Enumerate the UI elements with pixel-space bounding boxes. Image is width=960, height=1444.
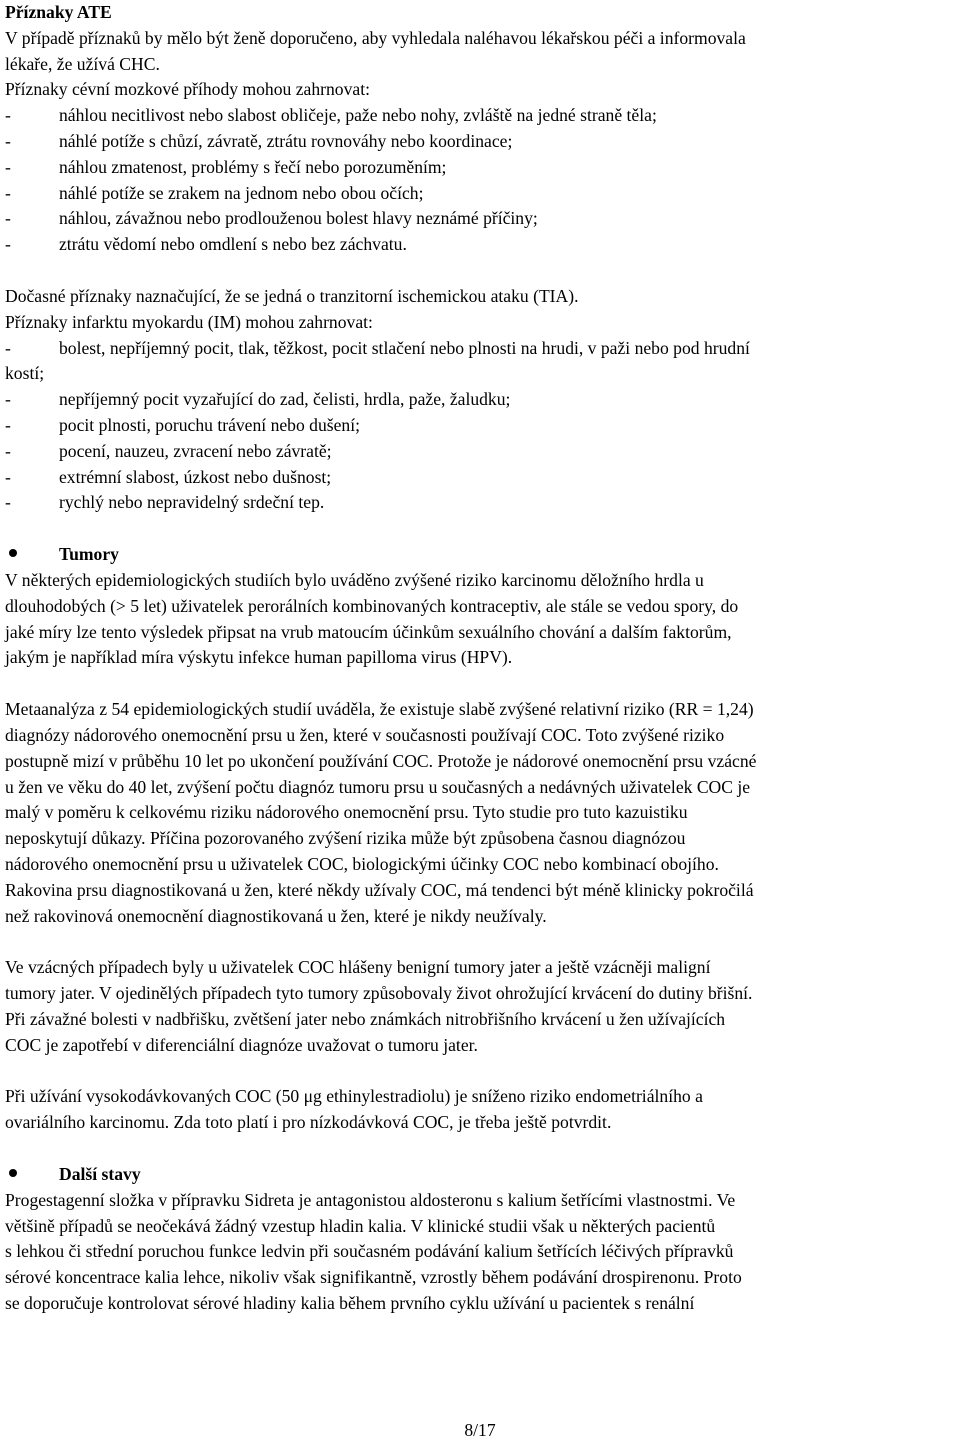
list-item — [5, 155, 955, 181]
bullet-icon — [9, 549, 17, 557]
list-item-continuation: kostí; — [5, 363, 45, 384]
list-item-text: náhlou zmatenost, problémy s řečí nebo porozuměním; — [59, 156, 447, 177]
paragraph-line: V případě příznaků by mělo být ženě doporučeno, aby vyhledala naléhavou lékařskou péči a informovala — [5, 27, 746, 48]
paragraph-line: než rakovinová onemocnění diagnostikovaná u žen, které je nikdy neužívaly. — [5, 905, 547, 926]
list-item-text: extrémní slabost, úzkost nebo dušnost; — [59, 466, 332, 487]
paragraph-line: malý v poměru k celkovému riziku nádorového onemocnění prsu. Tyto studie pro tuto kazuistiku — [5, 802, 688, 823]
list-item — [5, 387, 955, 413]
paragraph-line: sérové koncentrace kalia lehce, nikoliv však signifikantně, vzrostly během podávání drospirenonu. Proto — [5, 1267, 742, 1288]
list-dash: - — [5, 105, 11, 126]
list-item-text: náhlé potíže se zrakem na jednom nebo obou očích; — [59, 182, 424, 203]
list-item — [5, 465, 955, 491]
paragraph-line: diagnózy nádorového onemocnění prsu u žen, které v současnosti používají COC. Toto zvýšené riziko — [5, 724, 725, 745]
paragraph-line: většině případů se neočekává žádný vzestup hladin kalia. V klinické studii však u některých pacientů — [5, 1215, 716, 1236]
list-item-text: rychlý nebo nepravidelný srdeční tep. — [59, 492, 325, 513]
list-item — [5, 181, 955, 207]
list-dash: - — [5, 130, 11, 151]
paragraph-line: nádorového onemocnění prsu u uživatelek COC, biologickými účinky COC nebo kombinací obojího. — [5, 853, 719, 874]
paragraph-line: jakým je například míra výskytu infekce human papilloma virus (HPV). — [5, 647, 513, 668]
paragraph-line: postupně mizí v průběhu 10 let po ukončení používání COC. Protože je nádorové onemocnění prsu vzácné — [5, 750, 757, 771]
list-dash: - — [5, 337, 11, 358]
list-item — [5, 490, 955, 516]
list-dash: - — [5, 466, 11, 487]
list-item-text: nepříjemný pocit vyzařující do zad, čelisti, hrdla, paže, žaludku; — [59, 389, 511, 410]
section-heading-dalsi-stavy — [5, 1162, 955, 1188]
paragraph-line: Progestagenní složka v přípravku Sidreta je antagonistou aldosteronu s kalium šetřícími vlastnostmi. Ve — [5, 1189, 736, 1210]
paragraph-line: jaké míry lze tento výsledek připsat na vrub matoucím účinkům sexuálního chování a dalším faktorům, — [5, 621, 732, 642]
list-dash: - — [5, 389, 11, 410]
document-page — [5, 0, 955, 1317]
paragraph-line: Rakovina prsu diagnostikovaná u žen, které někdy užívaly COC, má tendenci být méně klinicky pokročilá — [5, 879, 754, 900]
section-heading-ate: Příznaky ATE — [5, 2, 112, 22]
paragraph-line: tumory jater. V ojedinělých případech tyto tumory způsobovaly život ohrožující krvácení do dutiny břišní. — [5, 983, 753, 1004]
paragraph-line: Příznaky infarktu myokardu (IM) mohou zahrnovat: — [5, 311, 373, 332]
list-dash: - — [5, 156, 11, 177]
bullet-icon — [9, 1169, 17, 1177]
section-heading-text: Tumory — [59, 544, 119, 565]
list-item-text: bolest, nepříjemný pocit, tlak, těžkost, pocit stlačení nebo plnosti na hrudi, v paži nebo pod hrudní — [59, 337, 750, 358]
paragraph-line: s lehkou či střední poruchou funkce ledvin při současném podávání kalium šetřících léčivých přípravků — [5, 1241, 734, 1262]
tia-note: Dočasné příznaky naznačující, že se jedná o tranzitorní ischemickou ataku (TIA). — [5, 285, 579, 306]
list-item — [5, 129, 955, 155]
list-dash: - — [5, 182, 11, 203]
paragraph-line: Při závažné bolesti v nadbřišku, zvětšení jater nebo známkách nitrobřišního krvácení u žen užívajících — [5, 1008, 726, 1029]
list-item — [5, 336, 955, 362]
list-item — [5, 413, 955, 439]
paragraph-line: se doporučuje kontrolovat sérové hladiny kalia během prvního cyklu užívání u pacientek s renální — [5, 1293, 695, 1314]
spacer — [5, 1136, 955, 1162]
section-heading-tumory — [5, 542, 955, 568]
list-dash: - — [5, 440, 11, 461]
spacer — [5, 1058, 955, 1084]
list-dash: - — [5, 208, 11, 229]
paragraph-line: Ve vzácných případech byly u uživatelek COC hlášeny benigní tumory jater a ještě vzácněji maligní — [5, 957, 711, 978]
list-item-text: náhlé potíže s chůzí, závratě, ztrátu rovnováhy nebo koordinace; — [59, 130, 513, 151]
list-item — [5, 206, 955, 232]
spacer — [5, 671, 955, 697]
paragraph-line: V některých epidemiologických studiích bylo uváděno zvýšené riziko karcinomu děložního hrdla u — [5, 569, 704, 590]
list-item-text: ztrátu vědomí nebo omdlení s nebo bez záchvatu. — [59, 234, 407, 255]
list-item — [5, 232, 955, 258]
section-heading-text: Další stavy — [59, 1164, 141, 1185]
paragraph-line: Při užívání vysokodávkovaných COC (50 μg ethinylestradiolu) je sníženo riziko endometriálního a — [5, 1086, 703, 1107]
paragraph-line: dlouhodobých (> 5 let) uživatelek perorálních kombinovaných kontraceptiv, ale stále se vedou spory, do — [5, 595, 739, 616]
list-dash: - — [5, 234, 11, 255]
list-item-text: náhlou, závažnou nebo prodlouženou bolest hlavy neznámé příčiny; — [59, 208, 538, 229]
spacer — [5, 258, 955, 284]
paragraph-line: Příznaky cévní mozkové příhody mohou zahrnovat: — [5, 79, 370, 100]
list-item — [5, 103, 955, 129]
list-item-text: pocit plnosti, poruchu trávení nebo dušení; — [59, 414, 360, 435]
list-dash: - — [5, 414, 11, 435]
list-item-text: pocení, nauzeu, zvracení nebo závratě; — [59, 440, 332, 461]
paragraph-line: ovariálního karcinomu. Zda toto platí i pro nízkodávková COC, je třeba ještě potvrdit. — [5, 1112, 612, 1133]
paragraph-line: lékaře, že užívá CHC. — [5, 53, 160, 74]
paragraph-line: COC je zapotřebí v diferenciální diagnóze uvažovat o tumoru jater. — [5, 1034, 478, 1055]
list-dash: - — [5, 492, 11, 513]
list-item-text: náhlou necitlivost nebo slabost obličeje, paže nebo nohy, zvláště na jedné straně těla; — [59, 105, 657, 126]
spacer — [5, 516, 955, 542]
paragraph-line: u žen ve věku do 40 let, zvýšení počtu diagnóz tumoru prsu u současných a nedávných uživatelek COC je — [5, 776, 751, 797]
page-number: 8/17 — [464, 1420, 496, 1440]
list-item — [5, 439, 955, 465]
paragraph-line: Metaanalýza z 54 epidemiologických studií uváděla, že existuje slabě zvýšené relativní riziko (RR = 1,24) — [5, 699, 754, 720]
paragraph-line: neposkytují důkazy. Příčina pozorovaného zvýšení rizika může být způsobena časnou diagnózou — [5, 828, 686, 849]
spacer — [5, 929, 955, 955]
